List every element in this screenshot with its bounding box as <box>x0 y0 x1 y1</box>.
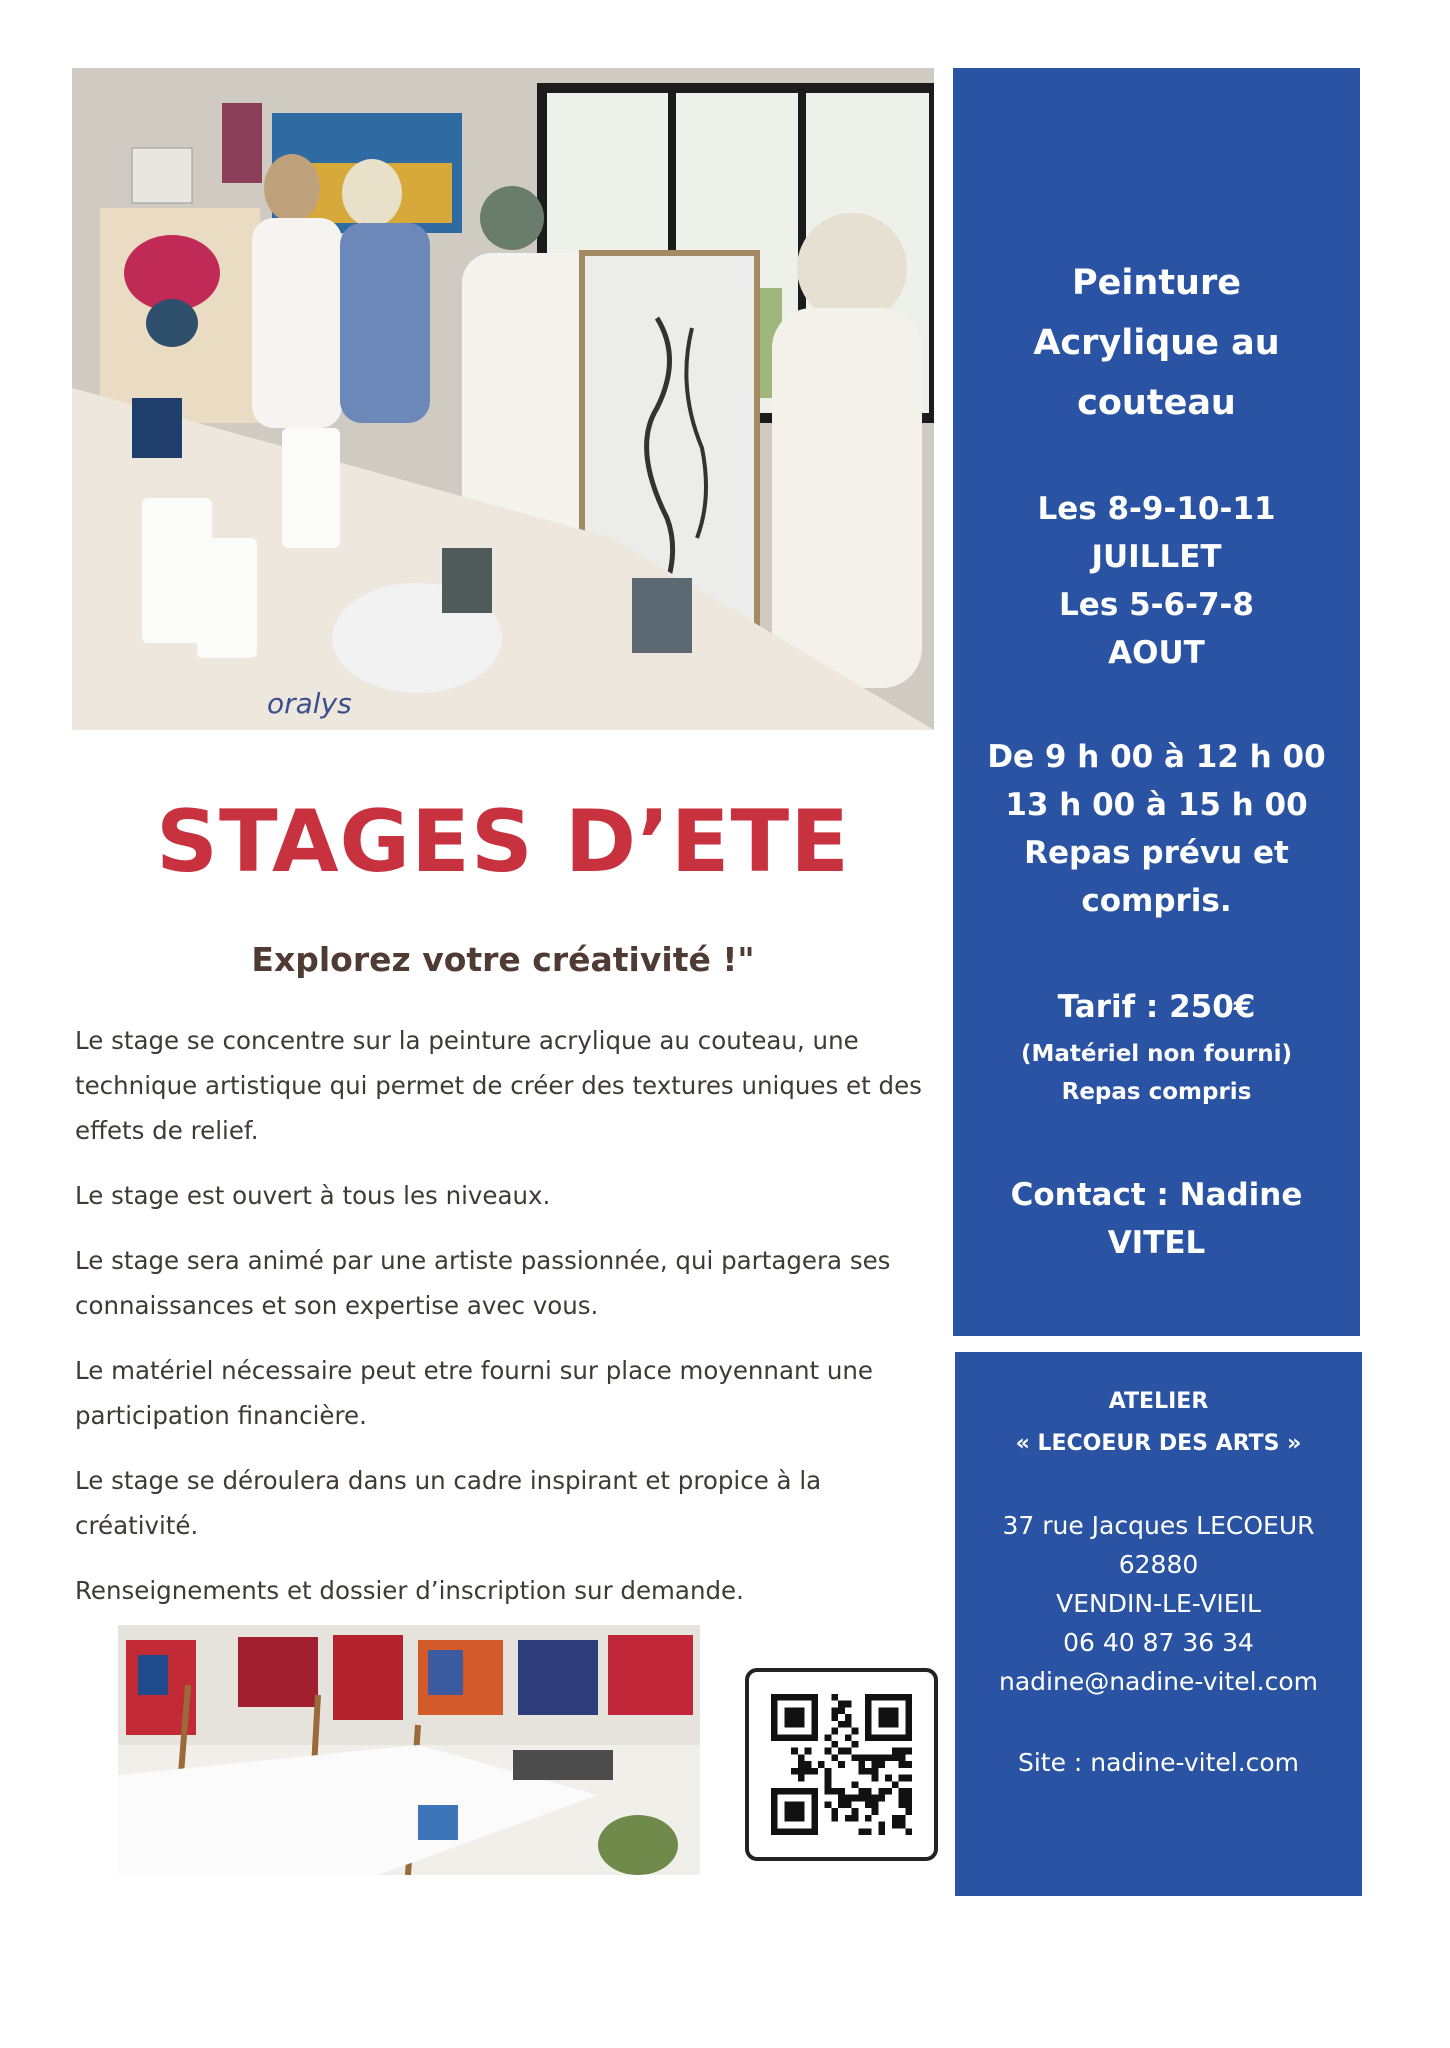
page-title: STAGES D’ETE <box>156 792 850 892</box>
qr-module <box>905 1734 912 1741</box>
qr-module <box>845 1815 852 1822</box>
qr-module <box>865 1754 872 1761</box>
qr-module <box>865 1768 872 1775</box>
qr-module <box>872 1734 879 1741</box>
qr-module <box>905 1694 912 1701</box>
studio-photo-graphic <box>118 1625 700 1875</box>
qr-module <box>845 1795 852 1802</box>
qr-module <box>805 1734 812 1741</box>
qr-module <box>885 1707 892 1714</box>
qr-module <box>784 1801 791 1808</box>
course-title-line: Acrylique au <box>1033 323 1280 363</box>
course-hours <box>953 733 1360 925</box>
qr-module <box>872 1795 879 1802</box>
qr-module <box>811 1815 818 1822</box>
hours-line: Repas prévu et <box>1024 835 1289 871</box>
page-subtitle: Explorez votre créativité !" <box>251 940 755 979</box>
qr-module <box>899 1788 906 1795</box>
qr-module <box>878 1714 885 1721</box>
qr-module <box>831 1815 838 1822</box>
course-title-line: Peinture <box>1072 263 1241 303</box>
qr-module <box>865 1721 872 1728</box>
qr-module <box>885 1694 892 1701</box>
qr-module <box>825 1734 832 1741</box>
qr-module <box>791 1714 798 1721</box>
workshop-photo-graphic <box>72 68 934 730</box>
qr-module <box>825 1748 832 1755</box>
qr-module <box>771 1808 778 1815</box>
qr-module <box>798 1815 805 1822</box>
qr-module <box>798 1694 805 1701</box>
qr-module <box>878 1754 885 1761</box>
qr-module <box>798 1707 805 1714</box>
price-notes <box>953 1035 1360 1111</box>
atelier-heading-line: « LECOEUR DES ARTS » <box>1015 1431 1302 1456</box>
qr-module <box>905 1801 912 1808</box>
qr-module <box>825 1775 832 1782</box>
hours-line: 13 h 00 à 15 h 00 <box>1005 787 1308 823</box>
address-line: 37 rue Jacques LECOEUR <box>1002 1511 1315 1540</box>
qr-module <box>771 1788 778 1795</box>
qr-module <box>892 1694 899 1701</box>
qr-module <box>771 1707 778 1714</box>
qr-module <box>872 1808 879 1815</box>
paragraph: Le stage se concentre sur la peinture acrylique au couteau, une technique artistique qui permet de créer des textures uniques et des effets de relief. <box>75 1026 922 1145</box>
qr-module <box>905 1788 912 1795</box>
price-note-line: (Matériel non fourni) <box>1020 1041 1293 1067</box>
qr-module <box>771 1815 778 1822</box>
qr-module <box>838 1788 845 1795</box>
qr-module <box>905 1701 912 1708</box>
qr-module <box>811 1707 818 1714</box>
qr-module <box>865 1828 872 1835</box>
qr-module <box>892 1815 899 1822</box>
qr-module <box>892 1707 899 1714</box>
qr-module <box>899 1694 906 1701</box>
dates-line: AOUT <box>1108 635 1205 671</box>
qr-module <box>892 1754 899 1761</box>
qr-module <box>778 1734 785 1741</box>
qr-module <box>872 1761 879 1768</box>
course-title <box>953 253 1360 433</box>
website-link[interactable]: Site : nadine-vitel.com <box>1017 1748 1300 1777</box>
qr-module <box>825 1781 832 1788</box>
qr-module <box>798 1775 805 1782</box>
qr-code-graphic <box>771 1694 912 1835</box>
qr-module <box>905 1721 912 1728</box>
qr-module <box>878 1694 885 1701</box>
qr-module <box>838 1795 845 1802</box>
qr-module <box>778 1694 785 1701</box>
qr-module <box>831 1808 838 1815</box>
qr-module <box>838 1707 845 1714</box>
qr-module <box>771 1701 778 1708</box>
paragraph: Renseignements et dossier d’inscription sur demande. <box>75 1576 744 1605</box>
qr-module <box>825 1801 832 1808</box>
atelier-address <box>955 1506 1362 1701</box>
qr-module <box>852 1728 859 1735</box>
qr-module <box>825 1788 832 1795</box>
qr-module <box>784 1694 791 1701</box>
qr-module <box>771 1728 778 1735</box>
qr-module <box>798 1761 805 1768</box>
qr-module <box>805 1748 812 1755</box>
paragraph: Le matériel nécessaire peut etre fourni sur place moyennant une participation financière. <box>75 1356 874 1430</box>
qr-module <box>892 1822 899 1829</box>
qr-module <box>831 1754 838 1761</box>
qr-module <box>805 1828 812 1835</box>
qr-module <box>865 1788 872 1795</box>
qr-module <box>872 1694 879 1701</box>
contact-line: VITEL <box>1107 1225 1206 1261</box>
paragraph: Le stage se déroulera dans un cadre inspirant et propice à la créativité. <box>75 1466 822 1540</box>
qr-module <box>905 1808 912 1815</box>
contact <box>953 1171 1360 1267</box>
qr-module <box>811 1768 818 1775</box>
qr-module <box>784 1734 791 1741</box>
qr-module <box>831 1707 838 1714</box>
qr-module <box>865 1801 872 1808</box>
qr-module <box>791 1707 798 1714</box>
qr-module <box>791 1768 798 1775</box>
qr-module <box>899 1815 906 1822</box>
qr-module <box>878 1788 885 1795</box>
qr-module <box>838 1721 845 1728</box>
email-address[interactable]: nadine@nadine-vitel.com <box>999 1667 1318 1696</box>
qr-module <box>798 1754 805 1761</box>
address-line: VENDIN-LE-VIEIL <box>1056 1589 1261 1618</box>
qr-module <box>791 1828 798 1835</box>
qr-module <box>811 1795 818 1802</box>
qr-module <box>845 1748 852 1755</box>
qr-module <box>791 1721 798 1728</box>
oralys-label: oralys <box>267 687 352 720</box>
qr-module <box>878 1721 885 1728</box>
qr-module <box>872 1775 879 1782</box>
qr-module <box>838 1701 845 1708</box>
qr-module <box>784 1721 791 1728</box>
qr-module <box>811 1828 818 1835</box>
qr-module <box>905 1707 912 1714</box>
qr-module <box>845 1701 852 1708</box>
qr-module <box>771 1714 778 1721</box>
qr-module <box>878 1707 885 1714</box>
qr-module <box>899 1822 906 1829</box>
qr-module <box>771 1694 778 1701</box>
qr-module <box>798 1714 805 1721</box>
qr-module <box>791 1808 798 1815</box>
qr-module <box>811 1714 818 1721</box>
qr-module <box>805 1761 812 1768</box>
qr-module <box>791 1694 798 1701</box>
qr-module <box>845 1714 852 1721</box>
qr-module <box>858 1795 865 1802</box>
qr-module <box>885 1788 892 1795</box>
dates-line: Les 8-9-10-11 <box>1037 491 1276 527</box>
qr-module <box>811 1721 818 1728</box>
qr-module <box>858 1788 865 1795</box>
qr-module <box>825 1768 832 1775</box>
qr-module <box>905 1828 912 1835</box>
qr-module <box>892 1721 899 1728</box>
qr-module <box>771 1795 778 1802</box>
qr-module <box>899 1734 906 1741</box>
qr-module <box>852 1795 859 1802</box>
qr-module <box>865 1795 872 1802</box>
hours-line: De 9 h 00 à 12 h 00 <box>987 739 1326 775</box>
qr-module <box>905 1714 912 1721</box>
qr-module <box>899 1754 906 1761</box>
workshop-photo <box>72 68 934 730</box>
qr-module <box>798 1734 805 1741</box>
qr-module <box>798 1721 805 1728</box>
qr-module <box>798 1788 805 1795</box>
qr-module <box>818 1761 825 1768</box>
address-line: 62880 <box>1118 1550 1199 1579</box>
qr-module <box>865 1815 872 1822</box>
qr-module <box>858 1828 865 1835</box>
atelier-panel <box>955 1352 1362 1896</box>
qr-module <box>858 1761 865 1768</box>
qr-module <box>892 1734 899 1741</box>
qr-module <box>811 1801 818 1808</box>
qr-module <box>784 1828 791 1835</box>
qr-module <box>831 1741 838 1748</box>
qr-module <box>852 1808 859 1815</box>
qr-module <box>872 1768 879 1775</box>
qr-module <box>811 1701 818 1708</box>
qr-module <box>878 1761 885 1768</box>
qr-module <box>831 1728 838 1735</box>
contact-line: Contact : Nadine <box>1010 1177 1303 1213</box>
qr-module <box>852 1781 859 1788</box>
qr-module <box>771 1822 778 1829</box>
qr-module <box>892 1748 899 1755</box>
qr-module <box>778 1828 785 1835</box>
qr-module <box>885 1714 892 1721</box>
qr-module <box>784 1808 791 1815</box>
qr-module <box>838 1761 845 1768</box>
qr-module <box>905 1795 912 1802</box>
qr-module <box>899 1795 906 1802</box>
qr-module <box>811 1728 818 1735</box>
qr-module <box>805 1768 812 1775</box>
qr-module <box>905 1728 912 1735</box>
qr-module <box>811 1788 818 1795</box>
qr-module <box>811 1822 818 1829</box>
dates-line: JUILLET <box>1091 539 1222 575</box>
qr-module <box>798 1808 805 1815</box>
qr-module <box>845 1734 852 1741</box>
qr-module <box>784 1714 791 1721</box>
qr-module <box>872 1754 879 1761</box>
qr-module <box>791 1788 798 1795</box>
description <box>75 1018 935 1633</box>
qr-code[interactable] <box>745 1668 938 1861</box>
course-title-line: couteau <box>1077 383 1236 423</box>
qr-module <box>878 1734 885 1741</box>
qr-module <box>885 1775 892 1782</box>
price-note-line: Repas compris <box>1061 1079 1252 1105</box>
qr-module <box>865 1701 872 1708</box>
course-dates <box>953 485 1360 677</box>
qr-module <box>899 1801 906 1808</box>
hours-line: compris. <box>1081 883 1232 919</box>
qr-module <box>805 1694 812 1701</box>
qr-module <box>865 1714 872 1721</box>
qr-module <box>831 1788 838 1795</box>
qr-module <box>791 1734 798 1741</box>
qr-module <box>899 1775 906 1782</box>
phone-number: 06 40 87 36 34 <box>1063 1628 1254 1657</box>
qr-module <box>905 1748 912 1755</box>
qr-module <box>784 1815 791 1822</box>
qr-module <box>838 1748 845 1755</box>
qr-module <box>872 1801 879 1808</box>
qr-module <box>791 1748 798 1755</box>
qr-module <box>905 1775 912 1782</box>
qr-module <box>845 1721 852 1728</box>
qr-module <box>771 1721 778 1728</box>
atelier-heading-line: ATELIER <box>1108 1389 1209 1414</box>
qr-module <box>865 1728 872 1735</box>
studio-photo <box>118 1625 700 1875</box>
dates-line: Les 5-6-7-8 <box>1059 587 1254 623</box>
qr-module <box>885 1734 892 1741</box>
qr-module <box>865 1707 872 1714</box>
qr-module <box>899 1748 906 1755</box>
qr-module <box>878 1822 885 1829</box>
info-panel <box>953 68 1360 1336</box>
qr-module <box>892 1781 899 1788</box>
qr-module <box>858 1754 865 1761</box>
qr-module <box>838 1801 845 1808</box>
qr-module <box>798 1801 805 1808</box>
qr-module <box>905 1761 912 1768</box>
qr-module <box>878 1828 885 1835</box>
qr-module <box>778 1788 785 1795</box>
paragraph: Le stage sera animé par une artiste passionnée, qui partagera ses connaissances et son expertise avec vous. <box>75 1246 891 1320</box>
qr-module <box>852 1815 859 1822</box>
qr-module <box>885 1754 892 1761</box>
qr-module <box>892 1714 899 1721</box>
qr-module <box>798 1828 805 1835</box>
qr-module <box>878 1795 885 1802</box>
qr-module <box>845 1801 852 1808</box>
qr-module <box>811 1734 818 1741</box>
atelier-heading <box>955 1381 1362 1465</box>
qr-module <box>899 1761 906 1768</box>
qr-module <box>811 1808 818 1815</box>
qr-module <box>811 1694 818 1701</box>
qr-module <box>771 1801 778 1808</box>
qr-module <box>771 1734 778 1741</box>
qr-module <box>805 1788 812 1795</box>
qr-module <box>865 1734 872 1741</box>
qr-module <box>791 1801 798 1808</box>
price: Tarif : 250€ <box>1057 989 1256 1025</box>
qr-module <box>831 1694 838 1701</box>
qr-module <box>784 1788 791 1795</box>
paragraph: Le stage est ouvert à tous les niveaux. <box>75 1181 551 1210</box>
qr-module <box>798 1768 805 1775</box>
qr-module <box>865 1694 872 1701</box>
qr-module <box>852 1754 859 1761</box>
qr-module <box>791 1815 798 1822</box>
qr-module <box>771 1828 778 1835</box>
qr-module <box>784 1707 791 1714</box>
qr-module <box>858 1768 865 1775</box>
qr-module <box>852 1741 859 1748</box>
qr-module <box>831 1714 838 1721</box>
qr-module <box>885 1721 892 1728</box>
